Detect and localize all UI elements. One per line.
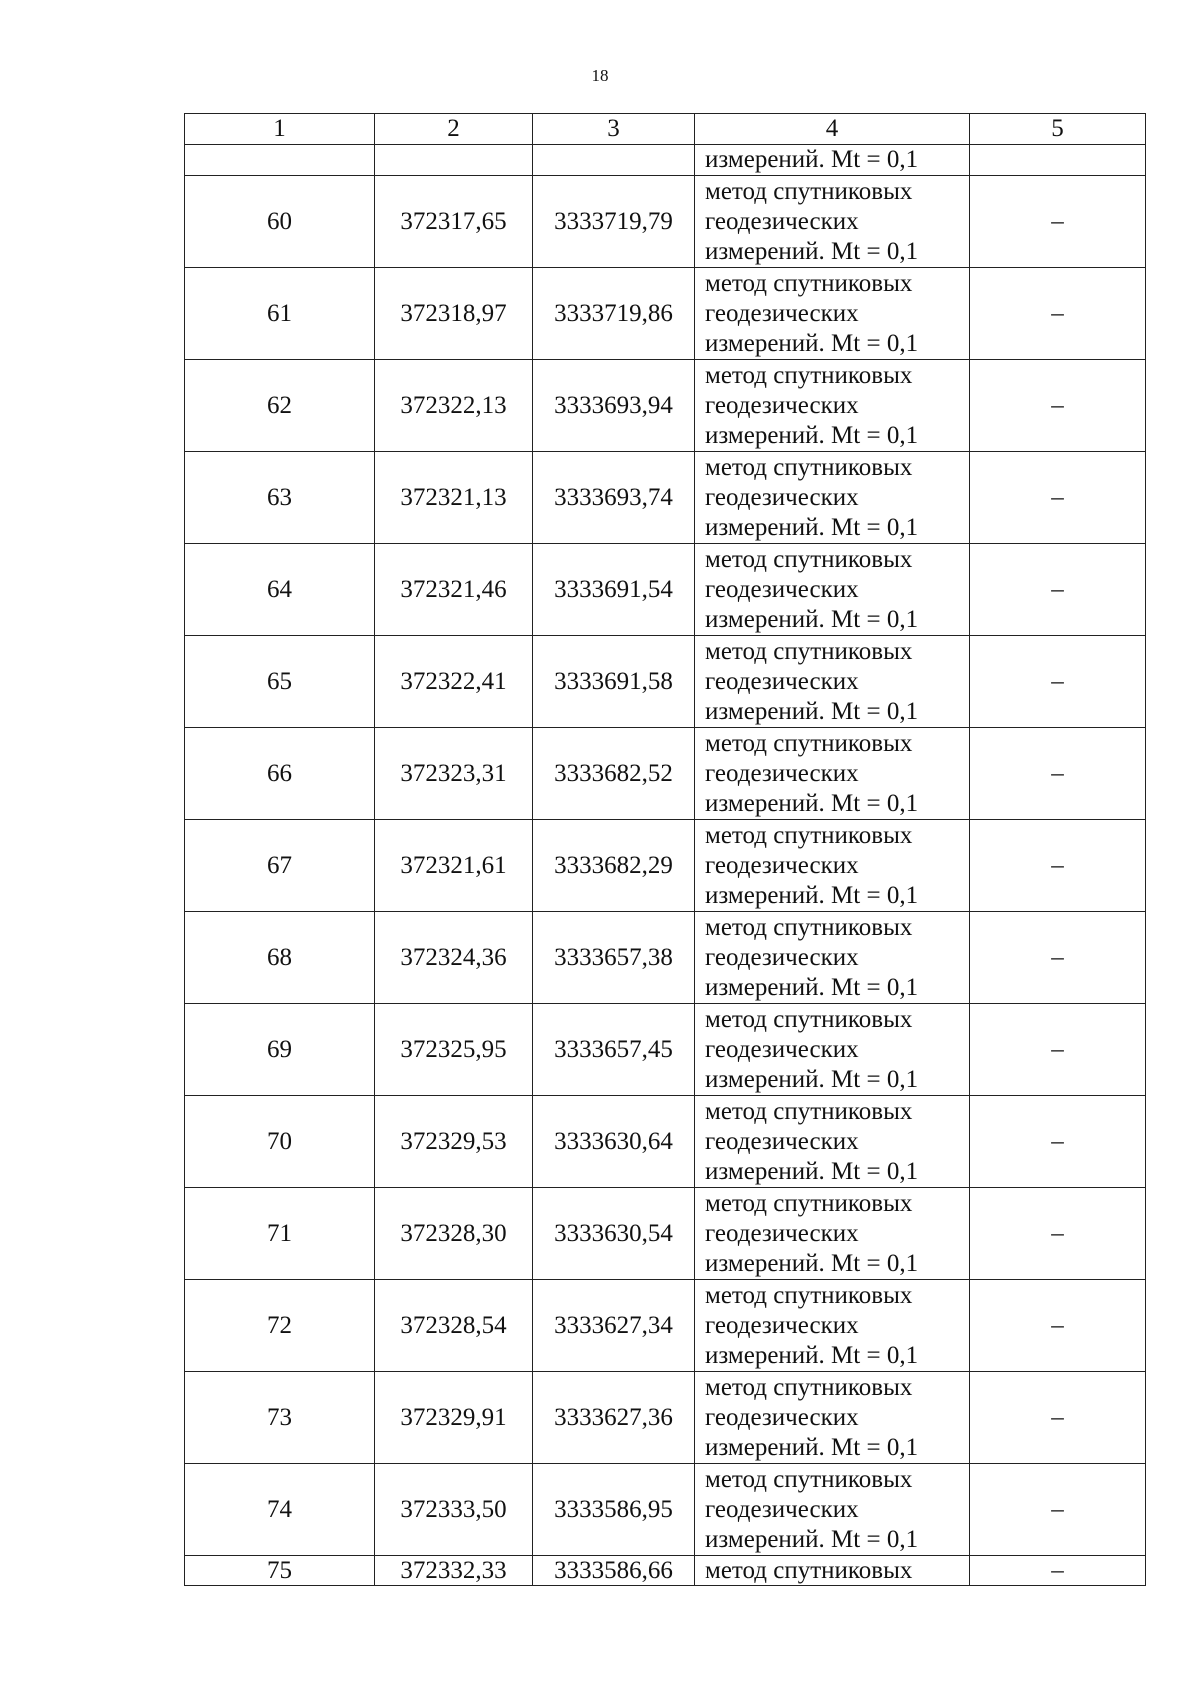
method-cell bbox=[695, 912, 970, 1004]
method-line: измерений. Mt = 0,1 bbox=[705, 1525, 919, 1553]
method-line: измерений. Mt = 0,1 bbox=[705, 881, 919, 909]
method-line: геодезических bbox=[705, 1311, 859, 1339]
table-header-row bbox=[185, 114, 1146, 145]
table-row bbox=[185, 1280, 1146, 1372]
table-row-last bbox=[185, 1556, 1146, 1586]
y-coordinate-cell: 3333682,29 bbox=[533, 820, 695, 912]
method-line: измерений. Mt = 0,1 bbox=[705, 605, 919, 633]
point-number-cell: 69 bbox=[185, 1004, 375, 1096]
method-cell bbox=[695, 1096, 970, 1188]
method-line: геодезических bbox=[705, 943, 859, 971]
method-line: геодезических bbox=[705, 575, 859, 603]
coordinates-table bbox=[184, 113, 1146, 1586]
note-cell: – bbox=[970, 820, 1146, 912]
table-row bbox=[185, 268, 1146, 360]
method-line: измерений. Mt = 0,1 bbox=[705, 1157, 919, 1185]
y-coordinate-cell: 3333657,45 bbox=[533, 1004, 695, 1096]
method-line: геодезических bbox=[705, 299, 859, 327]
note-cell: – bbox=[970, 1280, 1146, 1372]
x-coordinate-cell: 372322,41 bbox=[375, 636, 533, 728]
method-line: метод спутниковых bbox=[705, 1005, 913, 1033]
method-line: геодезических bbox=[705, 483, 859, 511]
point-number-cell: 72 bbox=[185, 1280, 375, 1372]
x-coordinate-cell: 372322,13 bbox=[375, 360, 533, 452]
table-row bbox=[185, 728, 1146, 820]
method-line: метод спутниковых bbox=[705, 1189, 913, 1217]
method-line: метод спутниковых bbox=[705, 269, 913, 297]
method-line: метод спутниковых bbox=[705, 545, 913, 573]
y-coordinate-cell: 3333586,95 bbox=[533, 1464, 695, 1556]
table-row bbox=[185, 1372, 1146, 1464]
y-coordinate-cell: 3333657,38 bbox=[533, 912, 695, 1004]
continuation-cell-note bbox=[970, 145, 1146, 176]
point-number-cell: 74 bbox=[185, 1464, 375, 1556]
continuation-row bbox=[185, 145, 1146, 176]
table-row bbox=[185, 912, 1146, 1004]
point-number-cell: 70 bbox=[185, 1096, 375, 1188]
y-coordinate-cell: 3333691,54 bbox=[533, 544, 695, 636]
method-cell: метод спутниковых bbox=[695, 1556, 970, 1586]
y-coordinate-cell: 3333719,86 bbox=[533, 268, 695, 360]
y-coordinate-cell: 3333627,36 bbox=[533, 1372, 695, 1464]
table-row bbox=[185, 820, 1146, 912]
point-number-cell: 62 bbox=[185, 360, 375, 452]
method-cell bbox=[695, 176, 970, 268]
method-cell bbox=[695, 728, 970, 820]
note-cell: – bbox=[970, 1004, 1146, 1096]
method-line: геодезических bbox=[705, 207, 859, 235]
x-coordinate-cell: 372329,91 bbox=[375, 1372, 533, 1464]
point-number-cell: 68 bbox=[185, 912, 375, 1004]
x-coordinate-cell: 372323,31 bbox=[375, 728, 533, 820]
method-line: геодезических bbox=[705, 391, 859, 419]
point-number-cell: 75 bbox=[185, 1556, 375, 1586]
method-line: метод спутниковых bbox=[705, 361, 913, 389]
note-cell: – bbox=[970, 1464, 1146, 1556]
method-cell bbox=[695, 820, 970, 912]
table-row bbox=[185, 544, 1146, 636]
method-cell bbox=[695, 1464, 970, 1556]
note-cell: – bbox=[970, 360, 1146, 452]
table-row bbox=[185, 1096, 1146, 1188]
column-header-5: 5 bbox=[970, 114, 1146, 145]
point-number-cell: 65 bbox=[185, 636, 375, 728]
note-cell: – bbox=[970, 1188, 1146, 1280]
method-line: метод спутниковых bbox=[705, 913, 913, 941]
continuation-cell-num bbox=[185, 145, 375, 176]
method-line: измерений. Mt = 0,1 bbox=[705, 1433, 919, 1461]
method-line: метод спутниковых bbox=[705, 637, 913, 665]
method-cell bbox=[695, 452, 970, 544]
method-line: геодезических bbox=[705, 667, 859, 695]
note-cell: – bbox=[970, 636, 1146, 728]
method-line: измерений. Mt = 0,1 bbox=[705, 329, 919, 357]
x-coordinate-cell: 372318,97 bbox=[375, 268, 533, 360]
point-number-cell: 71 bbox=[185, 1188, 375, 1280]
method-cell bbox=[695, 268, 970, 360]
method-line: измерений. Mt = 0,1 bbox=[705, 237, 919, 265]
method-line: геодезических bbox=[705, 851, 859, 879]
method-cell bbox=[695, 1372, 970, 1464]
method-line: геодезических bbox=[705, 759, 859, 787]
method-cell bbox=[695, 1188, 970, 1280]
page-number: 18 bbox=[591, 66, 609, 85]
note-cell: – bbox=[970, 1096, 1146, 1188]
x-coordinate-cell: 372333,50 bbox=[375, 1464, 533, 1556]
method-line: метод спутниковых bbox=[705, 1097, 913, 1125]
method-line: измерений. Mt = 0,1 bbox=[705, 697, 919, 725]
x-coordinate-cell: 372321,13 bbox=[375, 452, 533, 544]
x-coordinate-cell: 372321,61 bbox=[375, 820, 533, 912]
method-line: метод спутниковых bbox=[705, 821, 913, 849]
continuation-cell-y bbox=[533, 145, 695, 176]
table-row bbox=[185, 1004, 1146, 1096]
point-number-cell: 67 bbox=[185, 820, 375, 912]
table-row bbox=[185, 1464, 1146, 1556]
continuation-cell-method: измерений. Mt = 0,1 bbox=[695, 145, 970, 176]
method-line: измерений. Mt = 0,1 bbox=[705, 973, 919, 1001]
y-coordinate-cell: 3333719,79 bbox=[533, 176, 695, 268]
continuation-cell-x bbox=[375, 145, 533, 176]
method-line: измерений. Mt = 0,1 bbox=[705, 1341, 919, 1369]
point-number-cell: 73 bbox=[185, 1372, 375, 1464]
method-line: геодезических bbox=[705, 1127, 859, 1155]
method-cell bbox=[695, 636, 970, 728]
x-coordinate-cell: 372328,30 bbox=[375, 1188, 533, 1280]
method-line: измерений. Mt = 0,1 bbox=[705, 421, 919, 449]
point-number-cell: 63 bbox=[185, 452, 375, 544]
method-line: измерений. Mt = 0,1 bbox=[705, 1065, 919, 1093]
note-cell: – bbox=[970, 912, 1146, 1004]
x-coordinate-cell: 372317,65 bbox=[375, 176, 533, 268]
note-cell: – bbox=[970, 1556, 1146, 1586]
method-line: геодезических bbox=[705, 1035, 859, 1063]
table-row bbox=[185, 452, 1146, 544]
y-coordinate-cell: 3333693,94 bbox=[533, 360, 695, 452]
y-coordinate-cell: 3333586,66 bbox=[533, 1556, 695, 1586]
column-header-4: 4 bbox=[695, 114, 970, 145]
method-cell bbox=[695, 1280, 970, 1372]
x-coordinate-cell: 372324,36 bbox=[375, 912, 533, 1004]
note-cell: – bbox=[970, 1372, 1146, 1464]
note-cell: – bbox=[970, 452, 1146, 544]
table-row bbox=[185, 636, 1146, 728]
note-cell: – bbox=[970, 176, 1146, 268]
method-line: метод спутниковых bbox=[705, 1281, 913, 1309]
method-line: метод спутниковых bbox=[705, 453, 913, 481]
table-row bbox=[185, 1188, 1146, 1280]
note-cell: – bbox=[970, 268, 1146, 360]
method-line: метод спутниковых bbox=[705, 1373, 913, 1401]
method-line: метод спутниковых bbox=[705, 1465, 913, 1493]
method-cell bbox=[695, 360, 970, 452]
note-cell: – bbox=[970, 544, 1146, 636]
point-number-cell: 60 bbox=[185, 176, 375, 268]
method-line: геодезических bbox=[705, 1495, 859, 1523]
column-header-1: 1 bbox=[185, 114, 375, 145]
point-number-cell: 66 bbox=[185, 728, 375, 820]
point-number-cell: 61 bbox=[185, 268, 375, 360]
y-coordinate-cell: 3333630,54 bbox=[533, 1188, 695, 1280]
x-coordinate-cell: 372325,95 bbox=[375, 1004, 533, 1096]
y-coordinate-cell: 3333693,74 bbox=[533, 452, 695, 544]
y-coordinate-cell: 3333630,64 bbox=[533, 1096, 695, 1188]
point-number-cell: 64 bbox=[185, 544, 375, 636]
table-row bbox=[185, 360, 1146, 452]
x-coordinate-cell: 372321,46 bbox=[375, 544, 533, 636]
y-coordinate-cell: 3333627,34 bbox=[533, 1280, 695, 1372]
method-cell bbox=[695, 1004, 970, 1096]
x-coordinate-cell: 372332,33 bbox=[375, 1556, 533, 1586]
method-line: метод спутниковых bbox=[705, 729, 913, 757]
method-line: измерений. Mt = 0,1 bbox=[705, 789, 919, 817]
method-line: геодезических bbox=[705, 1403, 859, 1431]
method-line: измерений. Mt = 0,1 bbox=[705, 513, 919, 541]
note-cell: – bbox=[970, 728, 1146, 820]
column-header-2: 2 bbox=[375, 114, 533, 145]
y-coordinate-cell: 3333682,52 bbox=[533, 728, 695, 820]
method-line: геодезических bbox=[705, 1219, 859, 1247]
x-coordinate-cell: 372328,54 bbox=[375, 1280, 533, 1372]
method-line: метод спутниковых bbox=[705, 177, 913, 205]
method-line: измерений. Mt = 0,1 bbox=[705, 1249, 919, 1277]
column-header-3: 3 bbox=[533, 114, 695, 145]
method-cell bbox=[695, 544, 970, 636]
table-row bbox=[185, 176, 1146, 268]
y-coordinate-cell: 3333691,58 bbox=[533, 636, 695, 728]
x-coordinate-cell: 372329,53 bbox=[375, 1096, 533, 1188]
